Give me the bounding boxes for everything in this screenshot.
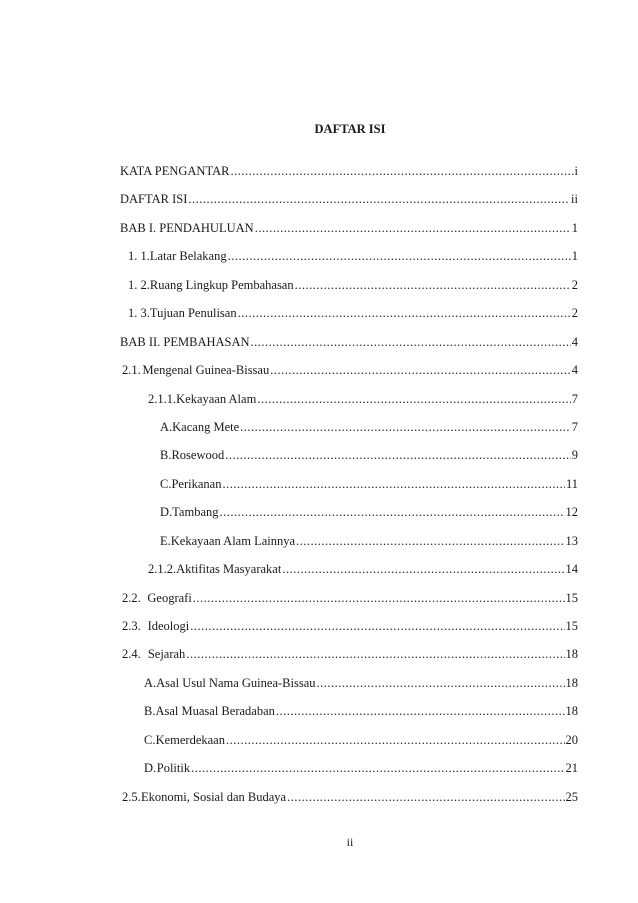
toc-entry-page: 9	[571, 448, 578, 463]
toc-entry-label: Asal Muasal Beradaban	[155, 704, 275, 719]
toc-entry-page: ii	[571, 192, 578, 207]
toc-entry[interactable]	[120, 618, 578, 646]
toc-entry-number: A.	[144, 675, 157, 690]
toc-leader-dots	[238, 305, 571, 321]
toc-entry-label: Kekayaan Alam Lainnya	[170, 533, 296, 548]
toc-entry-number: 2.2.	[122, 590, 141, 605]
toc-entry-page: 15	[565, 619, 578, 633]
toc-leader-dots	[276, 703, 565, 719]
toc-entry[interactable]	[120, 533, 578, 561]
toc-entry-number: C.	[144, 732, 156, 747]
toc-entry[interactable]	[120, 362, 578, 390]
toc-entry-label: Ruang Lingkup Pembahasan	[149, 277, 294, 292]
toc-entry-label: KATA PENGANTAR	[120, 164, 230, 178]
toc-leader-dots	[282, 561, 564, 577]
toc-entry[interactable]	[120, 220, 578, 248]
toc-entry-label: Perikanan	[171, 476, 222, 491]
toc-leader-dots	[255, 220, 571, 236]
toc-entry-number: A.	[160, 419, 173, 434]
toc-entry-page: 25	[565, 789, 578, 804]
toc-entry-label: Tambang	[172, 505, 219, 520]
toc-entry-page: 18	[565, 647, 578, 662]
toc-entry-number: B.	[160, 448, 172, 463]
toc-entry-page: 4	[571, 363, 578, 378]
toc-leader-dots	[270, 362, 571, 378]
page-title: DAFTAR ISI	[314, 122, 386, 136]
toc-entry[interactable]	[120, 447, 578, 475]
toc-entry-page: 2	[571, 277, 578, 292]
page-number: ii	[346, 835, 354, 849]
toc-leader-dots	[191, 760, 564, 776]
toc-entry-label: DAFTAR ISI	[120, 192, 188, 207]
toc-entry-number: D.	[144, 761, 157, 776]
toc-entry[interactable]	[120, 305, 578, 333]
toc-entry-label: Kemerdekaan	[155, 732, 225, 747]
toc-entry-number: 2.4.	[122, 647, 141, 662]
toc-entry[interactable]	[120, 163, 578, 191]
toc-entry-page: 14	[565, 562, 578, 577]
toc-entry[interactable]	[120, 703, 578, 731]
toc-entry-number: E.	[160, 533, 171, 548]
toc-entry-label: Sejarah	[147, 647, 186, 662]
toc-entry-label: Ideologi	[147, 619, 190, 633]
toc-entry-number: 2.1.	[122, 363, 141, 378]
toc-leader-dots	[296, 533, 564, 549]
toc-entry[interactable]	[120, 277, 578, 305]
toc-entry[interactable]	[120, 334, 578, 362]
toc-entry-number: 2.3.	[122, 619, 141, 633]
toc-leader-dots	[220, 504, 565, 520]
toc-entry-number: 2.5.	[122, 789, 141, 804]
toc-entry-label: Kacang Mete	[172, 419, 240, 434]
toc-entry[interactable]	[120, 789, 578, 817]
toc-entry-number: 1. 2.	[128, 277, 150, 292]
toc-entry-label: BAB I. PENDAHULUAN	[120, 220, 254, 235]
table-of-contents	[120, 163, 578, 817]
toc-entry-label: Kekayaan Alam	[176, 391, 257, 406]
toc-entry-page: 7	[571, 419, 578, 434]
toc-entry-page: 2	[571, 306, 578, 321]
toc-entry[interactable]	[120, 732, 578, 760]
toc-leader-dots	[225, 447, 571, 463]
toc-entry-label: Aktifitas Masyarakat	[176, 562, 282, 577]
toc-entry[interactable]	[120, 646, 578, 674]
toc-entry[interactable]	[120, 419, 578, 447]
toc-entry-number: D.	[160, 505, 173, 520]
toc-leader-dots	[230, 163, 573, 179]
toc-leader-dots	[295, 277, 571, 293]
toc-entry-label: Geografi	[147, 590, 192, 605]
toc-entry-page: 1	[571, 220, 578, 235]
toc-leader-dots	[190, 618, 564, 634]
toc-entry-number: 2.1.1.	[148, 391, 177, 406]
toc-entry-label: Ekonomi, Sosial dan Budaya	[140, 789, 287, 804]
toc-leader-dots	[240, 419, 571, 435]
toc-entry-page: 20	[565, 732, 578, 747]
toc-entry-page: 12	[565, 505, 578, 520]
toc-entry[interactable]	[120, 675, 578, 703]
toc-entry-page: 13	[565, 533, 578, 548]
toc-entry-label: Mengenal Guinea-Bissau	[142, 363, 270, 378]
toc-leader-dots	[287, 789, 564, 805]
toc-entry-label: Tujuan Penulisan	[149, 306, 237, 321]
toc-leader-dots	[226, 732, 565, 748]
toc-entry-label: BAB II. PEMBAHASAN	[120, 334, 250, 349]
toc-leader-dots	[188, 191, 570, 207]
toc-leader-dots	[251, 334, 571, 350]
toc-entry-number: 1. 3.	[128, 306, 150, 321]
toc-entry-label: Asal Usul Nama Guinea-Bissau	[156, 675, 316, 690]
toc-entry[interactable]	[120, 476, 578, 504]
toc-entry-label: Latar Belakang	[149, 249, 227, 264]
toc-entry[interactable]	[120, 590, 578, 618]
toc-entry[interactable]	[120, 504, 578, 532]
toc-entry-page: 1	[571, 249, 578, 264]
toc-entry[interactable]	[120, 760, 578, 788]
toc-entry-label: Politik	[156, 761, 191, 776]
toc-entry[interactable]	[120, 248, 578, 276]
toc-leader-dots	[193, 590, 565, 606]
toc-leader-dots	[257, 391, 570, 407]
toc-entry-page: 15	[565, 590, 578, 605]
toc-entry-number: 1. 1.	[128, 249, 150, 264]
toc-entry-page: 11	[565, 476, 578, 491]
toc-entry[interactable]	[120, 391, 578, 419]
toc-entry-number: 2.1.2.	[148, 562, 177, 577]
toc-entry-page: 7	[571, 391, 578, 406]
toc-entry-page: 18	[565, 704, 578, 719]
toc-entry-page: 18	[565, 675, 578, 690]
toc-entry-label: Rosewood	[171, 448, 225, 463]
toc-leader-dots	[228, 248, 571, 264]
toc-entry[interactable]	[120, 561, 578, 589]
toc-leader-dots	[222, 476, 565, 492]
toc-entry-number: C.	[160, 476, 172, 491]
toc-entry-number: B.	[144, 704, 156, 719]
toc-entry-page: 4	[571, 334, 578, 349]
toc-leader-dots	[317, 675, 565, 691]
toc-entry-page: i	[574, 164, 578, 178]
toc-leader-dots	[186, 646, 564, 662]
toc-entry[interactable]	[120, 191, 578, 219]
toc-entry-page: 21	[565, 761, 578, 776]
